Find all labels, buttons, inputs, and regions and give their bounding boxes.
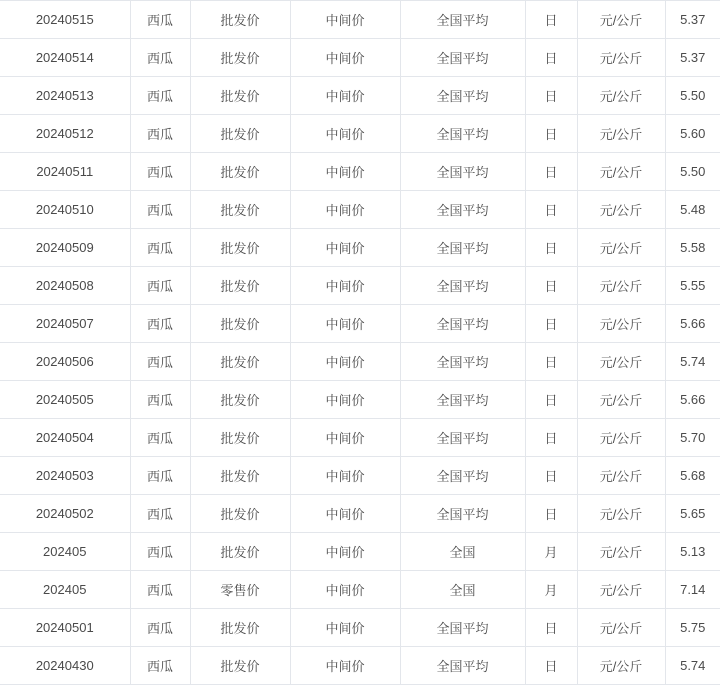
cell-date: 202405 — [0, 571, 130, 609]
cell-price-type: 批发价 — [190, 115, 290, 153]
cell-unit: 元/公斤 — [577, 229, 665, 267]
cell-period: 月 — [525, 533, 577, 571]
cell-market: 全国平均 — [400, 457, 525, 495]
cell-price: 5.37 — [665, 39, 720, 77]
cell-price-type: 批发价 — [190, 381, 290, 419]
table-body — [0, 1, 720, 685]
cell-market: 全国平均 — [400, 419, 525, 457]
cell-period: 日 — [525, 1, 577, 39]
cell-unit: 元/公斤 — [577, 267, 665, 305]
cell-level: 中间价 — [290, 571, 400, 609]
cell-item: 西瓜 — [130, 457, 190, 495]
cell-date: 20240514 — [0, 39, 130, 77]
cell-period: 日 — [525, 495, 577, 533]
table-row — [0, 457, 720, 495]
cell-market: 全国平均 — [400, 39, 525, 77]
table-row — [0, 381, 720, 419]
cell-unit: 元/公斤 — [577, 457, 665, 495]
cell-price-type: 批发价 — [190, 153, 290, 191]
cell-unit: 元/公斤 — [577, 647, 665, 685]
cell-period: 日 — [525, 77, 577, 115]
cell-market: 全国平均 — [400, 305, 525, 343]
cell-date: 20240506 — [0, 343, 130, 381]
cell-period: 日 — [525, 381, 577, 419]
cell-price: 5.50 — [665, 77, 720, 115]
cell-unit: 元/公斤 — [577, 571, 665, 609]
cell-date: 20240511 — [0, 153, 130, 191]
cell-item: 西瓜 — [130, 647, 190, 685]
cell-item: 西瓜 — [130, 419, 190, 457]
cell-item: 西瓜 — [130, 495, 190, 533]
cell-price: 5.66 — [665, 381, 720, 419]
cell-level: 中间价 — [290, 191, 400, 229]
cell-period: 日 — [525, 39, 577, 77]
table-row — [0, 533, 720, 571]
cell-level: 中间价 — [290, 1, 400, 39]
cell-price: 5.37 — [665, 1, 720, 39]
cell-price: 5.74 — [665, 343, 720, 381]
cell-price: 5.58 — [665, 229, 720, 267]
cell-price: 5.68 — [665, 457, 720, 495]
cell-level: 中间价 — [290, 609, 400, 647]
cell-unit: 元/公斤 — [577, 381, 665, 419]
cell-price: 5.74 — [665, 647, 720, 685]
cell-unit: 元/公斤 — [577, 533, 665, 571]
table-row — [0, 305, 720, 343]
cell-level: 中间价 — [290, 457, 400, 495]
cell-price-type: 批发价 — [190, 457, 290, 495]
cell-level: 中间价 — [290, 647, 400, 685]
cell-item: 西瓜 — [130, 381, 190, 419]
table-row — [0, 77, 720, 115]
table-row — [0, 571, 720, 609]
cell-price: 5.70 — [665, 419, 720, 457]
cell-market: 全国 — [400, 571, 525, 609]
cell-item: 西瓜 — [130, 39, 190, 77]
cell-price-type: 批发价 — [190, 191, 290, 229]
cell-price: 5.50 — [665, 153, 720, 191]
table-row — [0, 419, 720, 457]
cell-period: 日 — [525, 305, 577, 343]
cell-level: 中间价 — [290, 343, 400, 381]
table-row — [0, 153, 720, 191]
cell-period: 日 — [525, 419, 577, 457]
cell-level: 中间价 — [290, 229, 400, 267]
table-row — [0, 343, 720, 381]
cell-level: 中间价 — [290, 77, 400, 115]
cell-market: 全国平均 — [400, 1, 525, 39]
cell-price-type: 零售价 — [190, 571, 290, 609]
cell-date: 20240505 — [0, 381, 130, 419]
cell-period: 日 — [525, 153, 577, 191]
cell-market: 全国平均 — [400, 77, 525, 115]
cell-price-type: 批发价 — [190, 647, 290, 685]
cell-item: 西瓜 — [130, 191, 190, 229]
cell-level: 中间价 — [290, 115, 400, 153]
cell-item: 西瓜 — [130, 77, 190, 115]
cell-item: 西瓜 — [130, 343, 190, 381]
cell-level: 中间价 — [290, 533, 400, 571]
cell-unit: 元/公斤 — [577, 77, 665, 115]
cell-item: 西瓜 — [130, 305, 190, 343]
cell-date: 20240510 — [0, 191, 130, 229]
cell-price-type: 批发价 — [190, 495, 290, 533]
cell-item: 西瓜 — [130, 153, 190, 191]
cell-item: 西瓜 — [130, 115, 190, 153]
cell-period: 日 — [525, 115, 577, 153]
cell-market: 全国平均 — [400, 647, 525, 685]
cell-period: 日 — [525, 267, 577, 305]
cell-price-type: 批发价 — [190, 77, 290, 115]
cell-period: 日 — [525, 609, 577, 647]
table-row — [0, 191, 720, 229]
cell-unit: 元/公斤 — [577, 609, 665, 647]
cell-unit: 元/公斤 — [577, 115, 665, 153]
cell-item: 西瓜 — [130, 609, 190, 647]
cell-item: 西瓜 — [130, 267, 190, 305]
cell-unit: 元/公斤 — [577, 1, 665, 39]
cell-level: 中间价 — [290, 39, 400, 77]
cell-unit: 元/公斤 — [577, 191, 665, 229]
cell-period: 日 — [525, 191, 577, 229]
cell-price: 5.55 — [665, 267, 720, 305]
cell-level: 中间价 — [290, 267, 400, 305]
table-row — [0, 609, 720, 647]
cell-price-type: 批发价 — [190, 609, 290, 647]
cell-period: 日 — [525, 647, 577, 685]
table-row — [0, 1, 720, 39]
cell-market: 全国平均 — [400, 115, 525, 153]
cell-price-type: 批发价 — [190, 1, 290, 39]
cell-market: 全国平均 — [400, 191, 525, 229]
cell-level: 中间价 — [290, 495, 400, 533]
cell-date: 20240508 — [0, 267, 130, 305]
cell-unit: 元/公斤 — [577, 343, 665, 381]
cell-market: 全国平均 — [400, 609, 525, 647]
cell-date: 202405 — [0, 533, 130, 571]
cell-date: 20240513 — [0, 77, 130, 115]
cell-item: 西瓜 — [130, 571, 190, 609]
cell-unit: 元/公斤 — [577, 39, 665, 77]
table-row — [0, 229, 720, 267]
cell-date: 20240502 — [0, 495, 130, 533]
cell-level: 中间价 — [290, 419, 400, 457]
cell-price-type: 批发价 — [190, 533, 290, 571]
cell-item: 西瓜 — [130, 1, 190, 39]
cell-market: 全国平均 — [400, 381, 525, 419]
cell-period: 日 — [525, 343, 577, 381]
cell-market: 全国平均 — [400, 267, 525, 305]
cell-level: 中间价 — [290, 381, 400, 419]
cell-price-type: 批发价 — [190, 229, 290, 267]
cell-market: 全国平均 — [400, 229, 525, 267]
cell-market: 全国平均 — [400, 343, 525, 381]
table-row — [0, 495, 720, 533]
cell-date: 20240515 — [0, 1, 130, 39]
cell-unit: 元/公斤 — [577, 419, 665, 457]
cell-unit: 元/公斤 — [577, 495, 665, 533]
cell-price: 5.65 — [665, 495, 720, 533]
cell-item: 西瓜 — [130, 533, 190, 571]
cell-price: 5.75 — [665, 609, 720, 647]
cell-unit: 元/公斤 — [577, 305, 665, 343]
cell-unit: 元/公斤 — [577, 153, 665, 191]
cell-level: 中间价 — [290, 305, 400, 343]
cell-date: 20240512 — [0, 115, 130, 153]
cell-date: 20240509 — [0, 229, 130, 267]
table-row — [0, 115, 720, 153]
cell-market: 全国 — [400, 533, 525, 571]
table-row — [0, 39, 720, 77]
cell-market: 全国平均 — [400, 153, 525, 191]
cell-date: 20240507 — [0, 305, 130, 343]
cell-date: 20240503 — [0, 457, 130, 495]
cell-price-type: 批发价 — [190, 419, 290, 457]
cell-item: 西瓜 — [130, 229, 190, 267]
cell-price-type: 批发价 — [190, 267, 290, 305]
cell-price-type: 批发价 — [190, 305, 290, 343]
table-row — [0, 647, 720, 685]
cell-price-type: 批发价 — [190, 39, 290, 77]
cell-price: 5.60 — [665, 115, 720, 153]
cell-price: 7.14 — [665, 571, 720, 609]
cell-price: 5.66 — [665, 305, 720, 343]
cell-date: 20240504 — [0, 419, 130, 457]
cell-level: 中间价 — [290, 153, 400, 191]
cell-period: 日 — [525, 457, 577, 495]
table-row — [0, 267, 720, 305]
cell-date: 20240501 — [0, 609, 130, 647]
cell-price: 5.48 — [665, 191, 720, 229]
cell-period: 月 — [525, 571, 577, 609]
cell-date: 20240430 — [0, 647, 130, 685]
cell-market: 全国平均 — [400, 495, 525, 533]
cell-period: 日 — [525, 229, 577, 267]
cell-price-type: 批发价 — [190, 343, 290, 381]
cell-price: 5.13 — [665, 533, 720, 571]
